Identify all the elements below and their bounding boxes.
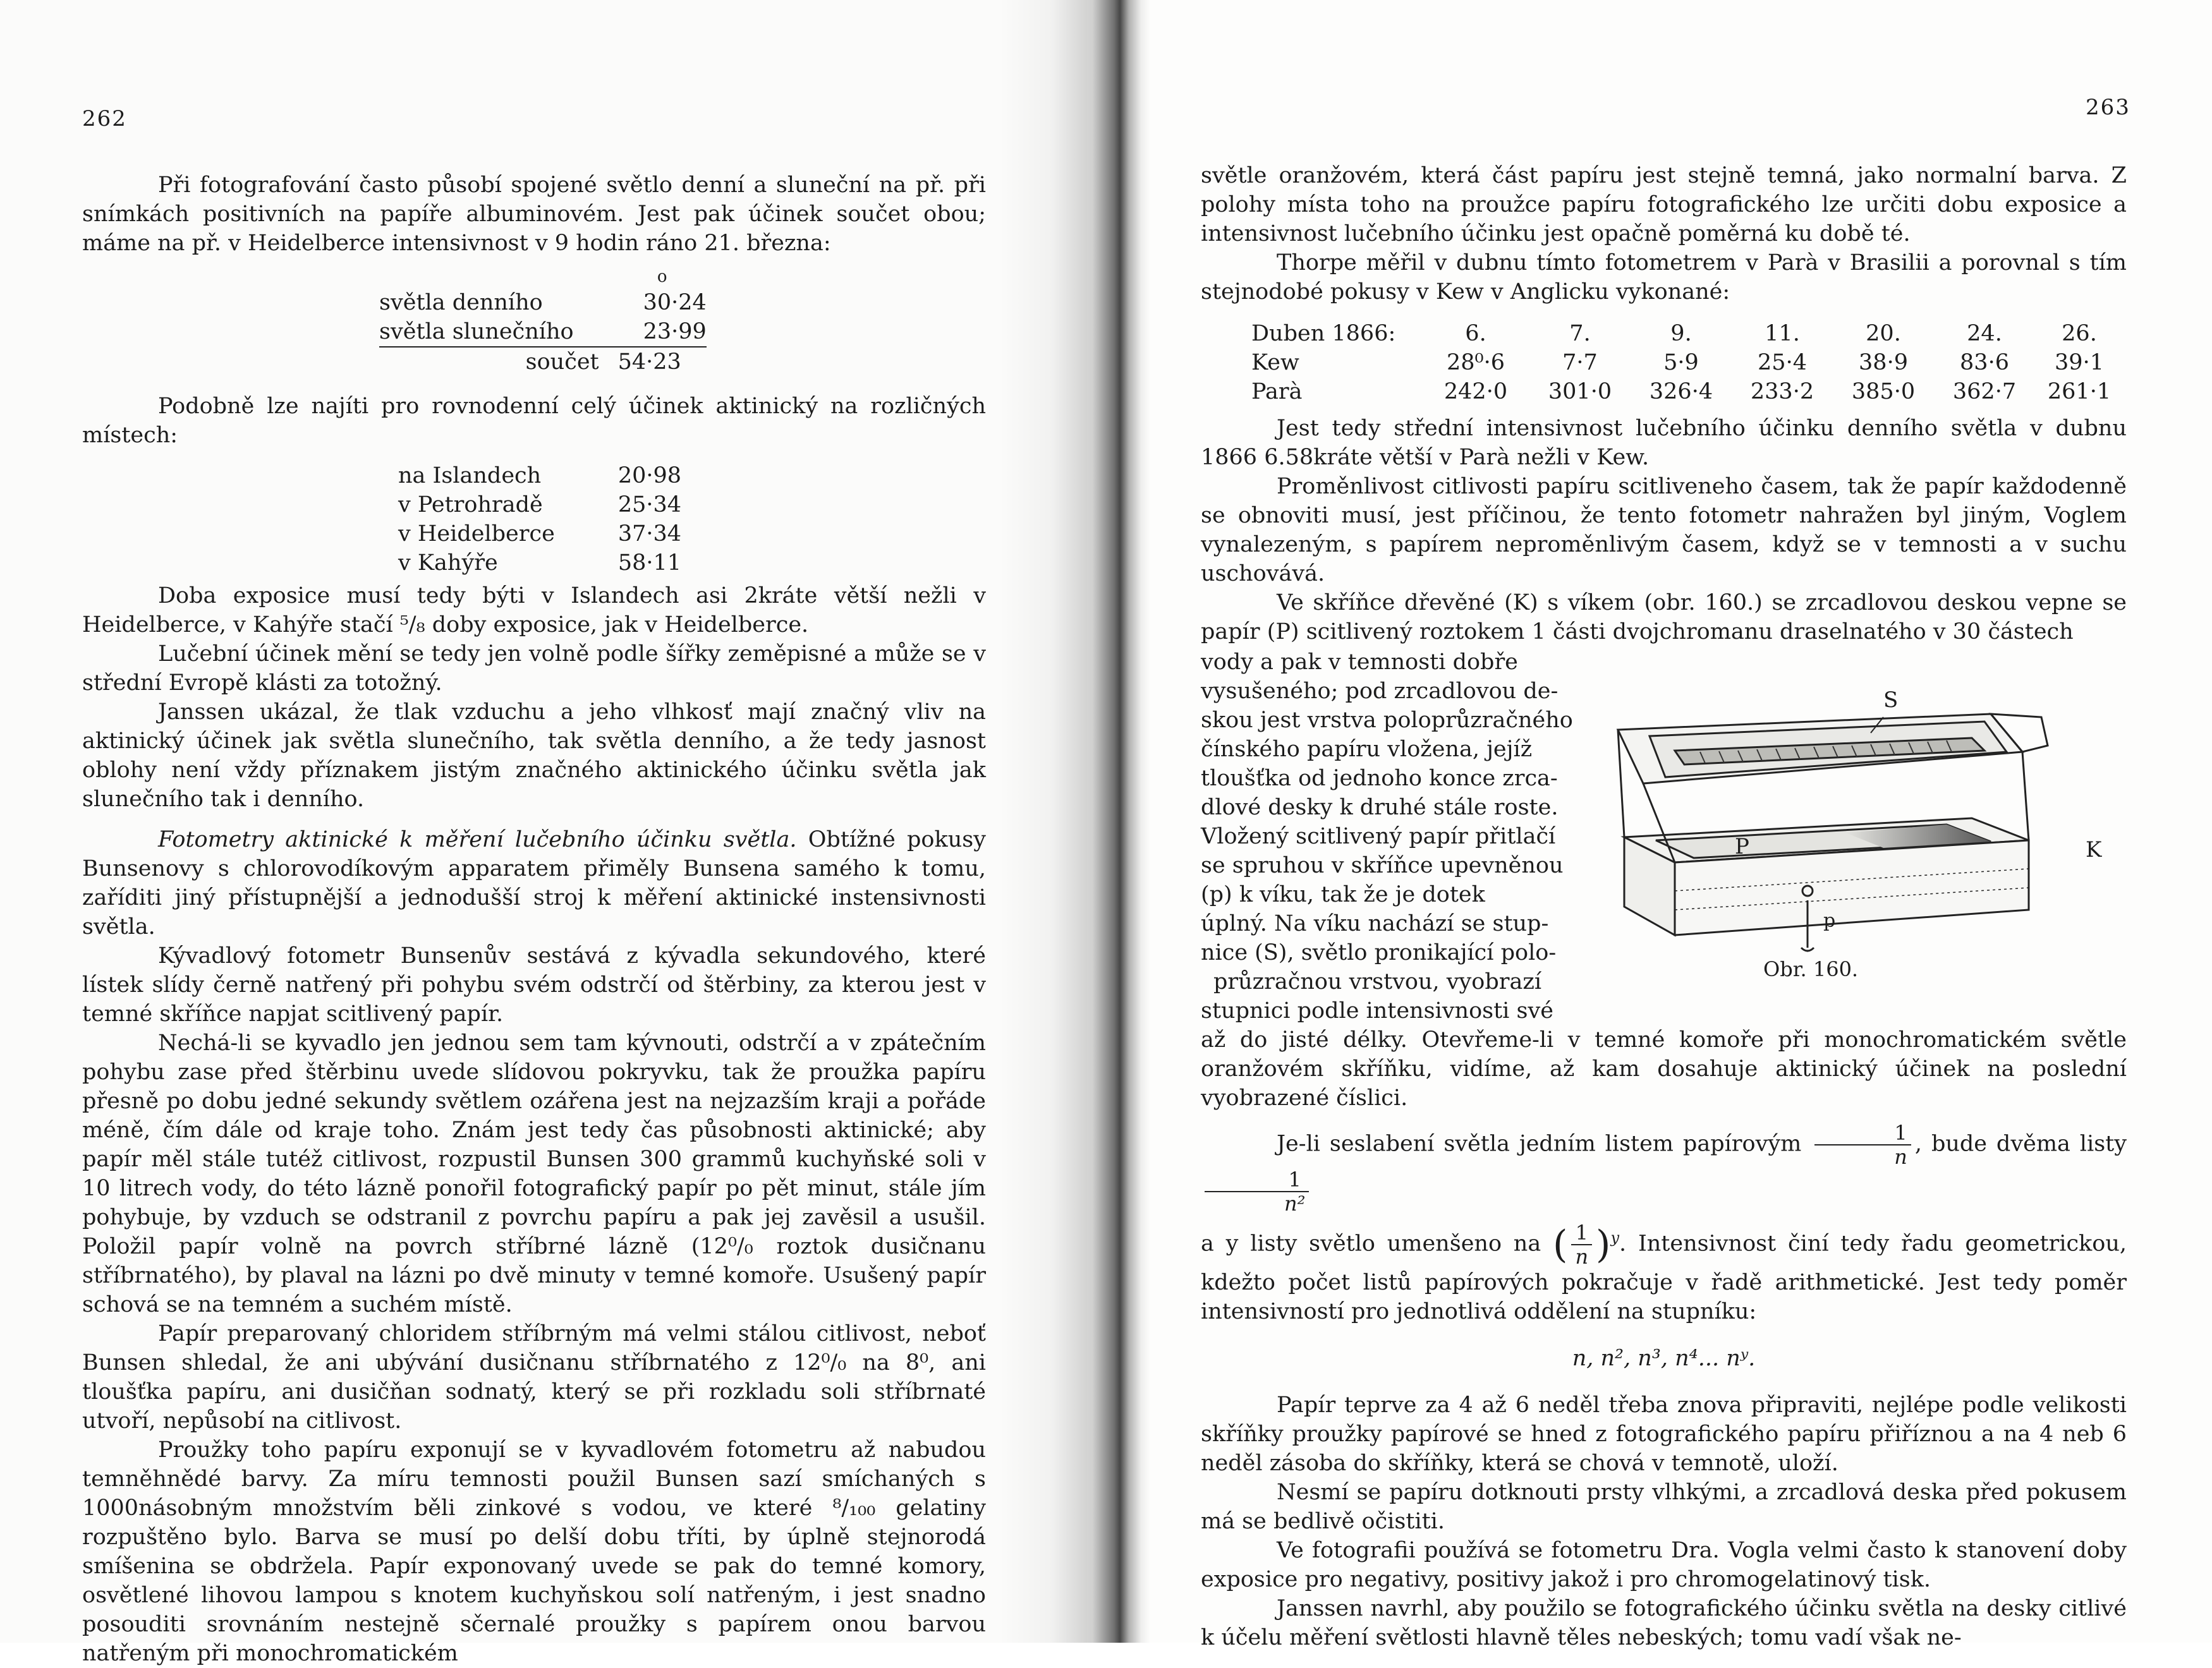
left-para-2: Podobně lze najíti pro rovnodenní celý účinek aktinický na rozličných místech:: [82, 394, 986, 448]
table1-sum-row: součet 54·23: [379, 347, 707, 377]
table1-row: světla denního 30·24: [379, 290, 707, 315]
left-text-block-2: [82, 392, 986, 450]
right-para-4: Proměnlivost citlivosti papíru scitliveneho časem, tak že papír každodenně se obnoviti musí, jest příčinou, že tento fotometr nahražen byl jiným, Voglem vynalezeným, s papírem neproměnlivým časem, když se v temnosti a v suchu uschovává.: [1201, 474, 2127, 586]
table2-row: v Petrohradě 25·34: [398, 492, 682, 517]
page-number-right: 263: [2086, 95, 2130, 120]
left-para-1: Při fotografování často působí spojené světlo denní a sluneční na př. při snímkách positivních na papíře albuminovém. Jest pak účinek součet obou; máme na př. v Heidelberce intensivnost v 9 hodin ráno 21. března:: [82, 172, 986, 256]
table-day-sun-intensity: [379, 265, 707, 377]
table3-row: Kew 28⁰·6 7·7 5·9 25·4 38·9 83·6 39·1: [1251, 350, 2104, 375]
right-text-block-1: [1201, 161, 2127, 306]
section-heading-photometers: Fotometry aktinické k měření lučebního účinku světla.: [158, 827, 797, 852]
table2-row: v Heidelberce 37·34: [398, 521, 682, 547]
left-text-block-1: [82, 171, 986, 258]
right-text-block-3: [1201, 1025, 2127, 1652]
figure-caption: Obr. 160.: [1763, 957, 1859, 981]
table3-row: Parà 242·0 301·0 326·4 233·2 385·0 362·7 261·1: [1251, 379, 2112, 404]
right-para-1: světle oranžovém, která část papíru jest stejně temná, jako normalní barva. Z polohy místa toho na proužce papíru fotografického lze určiti dobu exposice a intensivnost lučebního účinku jest opačně poměrná ku době té.: [1201, 163, 2127, 246]
left-para-6: Fotometry aktinické k měření lučebního účinku světla. Obtížné pokusy Bunsenovy s chlorovodíkovým apparatem přiměly Bunsena samého k tomu, zaříditi jiný přístupnější a jednodušší stroj k měření aktinické instensivnosti světla.: [82, 827, 986, 940]
left-para-4: Lučební účinek mění se tedy jen volně podle šířky zeměpisné a může se v střední Evropě klásti za totožný.: [82, 641, 986, 696]
fraction-1-over-n-power: $\frac{1}{n}$: [1571, 1221, 1592, 1268]
figure-label-p-lower: p: [1823, 910, 1836, 932]
left-para-8: Nechá-li se kyvadlo jen jednou sem tam kývnouti, odstrčí a v zpátečním pohybu zase před štěrbinu uvede slídovou pokryvku, tak že proužka papíru přesně po dobu jedné sekundy světlem ozářena jest na nejzazším kraji a pořáde méně, čím dále od kraje toho. Znám jest tedy čas působnosti aktinické; aby papír měl stále tutéž citlivost, rozpustil Bunsen 300 grammů kuchyňské soli v 10 litrech vody, do této lázně ponořil fotografický papír po pět minut, stále jím pohybuje, by vzduch se odstranil z povrchu papíru a pak jej zavěsil a usušil. Položil papír volně na povrch stříbrné lázně (12⁰/₀ roztok dusičnanu stříbrnatého), by plaval na lázni po dvě minuty v temné komoře. Usušený papír schová se na temném a suchém místě.: [82, 1030, 986, 1317]
left-para-5: Janssen ukázal, že tlak vzduchu a jeho vlhkosť mají značný vliv na aktinický účinek jak světla slunečního, tak světla denního, a že tedy jasnost oblohy není vždy příznakem jistým značného aktinického účinku světla jak slunečního tak i denního.: [82, 699, 986, 812]
table1-header-mark: o: [657, 267, 667, 286]
table1-row: světla slunečního 23·99: [379, 319, 707, 344]
right-para-8: Papír teprve za 4 až 6 neděl třeba znova připraviti, nejlépe podle velikosti skříňky proužky papírové se hned z fotografického papíru přiříznou a na 4 neb 6 neděl zásoba do skříňky, která se chová v temnotě, uloží.: [1201, 1393, 2127, 1476]
figure-label-k: K: [2086, 837, 2102, 862]
right-para-5-end: až do jisté délky. Otevřeme-li v temné komoře při monochromatickém světle oranžovém skříňku, vidíme, až kam dosahuje aktinický účinek na poslední vyobrazené číslici.: [1201, 1027, 2127, 1111]
table3-header-row: Duben 1866: 6. 7. 9. 11. 20. 24. 26.: [1251, 321, 2097, 346]
table-kew-para: [1251, 319, 2124, 406]
figure-label-s: S: [1883, 687, 1899, 713]
right-para-3: Jest tedy střední intensivnost lučebního účinku denního světla v dubnu 1866 6.58kráte větší v Parà nežli v Kew.: [1201, 416, 2127, 470]
right-para-6: Je-li seslabení světla jedním listem papírovým $\frac{1}{n}$ , bude dvěma listy $\frac{1}{\text{n²}}$: [1201, 1121, 2127, 1215]
right-text-block-2: [1201, 414, 2127, 646]
figure-160-photometer: [1605, 682, 2124, 992]
left-para-9: Papír preparovaný chloridem stříbrným má velmi stálou citlivost, neboť Bunsen shledal, že ani ubývání dusičnanu stříbrnatého z 12⁰/₀ na 8⁰, ani tloušťka papíru, ani dusičňan sodnatý, který se při rozkladu soli stříbrnaté utvoří, nepůsobí na citlivost.: [82, 1321, 986, 1434]
left-page: [0, 0, 1087, 1666]
photometer-box-illustration: [1605, 682, 2124, 992]
right-narrow-column: vody a pak v temnosti dobře vysušeného; pod zrcadlovou de- skou jest vrstva poloprůzračného čínského papíru vložena, jejíž tloušťka od jednoho konce zrca- dlové desky k druhé stále roste. Vložený scitlivený papír přitlačí se spruhou v skříňce upevněnou (p) k víku, tak že je dotek úplný. Na víku nachází se stup- nice (S), světlo pronikající polo- průzračnou vrstvou, vyobrazí stupnici podle intensivnosti své: [1201, 650, 1573, 1024]
right-para-2: Thorpe měřil v dubnu tímto fotometrem v Parà v Brasilii a porovnal s tím stejnodobé pokusy v Kew v Anglicku vykonané:: [1201, 250, 2127, 305]
right-para-11: Janssen navrhl, aby použilo se fotografického účinku světla na desky citlivé k účelu měření světlosti hlavně těles nebeských; tomu vadí však ne-: [1201, 1596, 2127, 1650]
table-locations: [398, 461, 681, 577]
right-para-5-start: Ve skříňce dřevěné (K) s víkem (obr. 160.) se zrcadlovou deskou vepne se papír (P) scitlivený roztokem 1 části dvojchromanu draselnatého v 30 částech: [1201, 590, 2127, 644]
book-gutter-shadow: [999, 0, 1150, 1643]
left-para-10: Proužky toho papíru exponují se v kyvadlovém fotometru až nabudou temněhnědé barvy. Za míru temnosti použil Bunsen sazí smíchaných s 1000násobným množstvím běli zinkové s vodou, ve které ⁸/₁₀₀ gelatiny rozpuštěno bylo. Barva se musí po delší dobu tříti, by úplně stejnorodá smíšenina se obdržela. Papír exponovaný uvede se pak do temné komory, osvětlené lihovou lampou s knotem kuchyňskou solí natřeným, i jest snadno posouditi srovnáním nestejně sčernalé proužky s papírem onou barvou natřeným při monochromatickém: [82, 1437, 986, 1666]
right-page: [1087, 0, 2212, 1650]
fraction-1-over-n: $\frac{1}{n}$: [1814, 1121, 1911, 1168]
fraction-1-over-n2: $\frac{1}{\text{n²}}$: [1205, 1168, 1309, 1215]
right-para-7: a y listy světlo umenšeno na ( $\frac{1}{n}$ )$^y$. Intensivnost činí tedy řadu geometrickou, kdežto počet listů papírových pokračuje v řadě arithmetické. Jest tedy poměr intensivností pro jednotlivá oddělení na stupníku:: [1201, 1221, 2127, 1324]
page-number-left: 262: [82, 106, 127, 131]
right-series-formula: n, n², n³, n⁴... nʸ.: [1572, 1346, 1756, 1371]
right-para-9: Nesmí se papíru dotknouti prsty vlhkými, a zrcadlová deska před pokusem má se bedlivě očistiti.: [1201, 1480, 2127, 1534]
table2-row: v Kahýře 58·11: [398, 550, 682, 576]
right-para-10: Ve fotografii používá se fotometru Dra. Vogla velmi často k stanovení doby exposice pro negativy, positivy jakož i pro chromogelatinový tisk.: [1201, 1538, 2127, 1592]
left-text-block-3: [82, 581, 986, 1668]
left-para-7: Kývadlový fotometr Bunsenův sestává z kývadla sekundového, které lístek slídy černě natřený při pohybu svém odstrčí od štěrbiny, za kterou jest v temné skříňce napjat scitlivený papír.: [82, 943, 986, 1027]
figure-label-p-upper: P: [1735, 834, 1749, 859]
left-para-3: Doba exposice musí tedy býti v Islandech asi 2kráte větší nežli v Heidelberce, v Kahýře stačí ⁵/₈ doby exposice, jak v Heidelberce.: [82, 583, 986, 638]
table2-row: na Islandech 20·98: [398, 463, 682, 488]
